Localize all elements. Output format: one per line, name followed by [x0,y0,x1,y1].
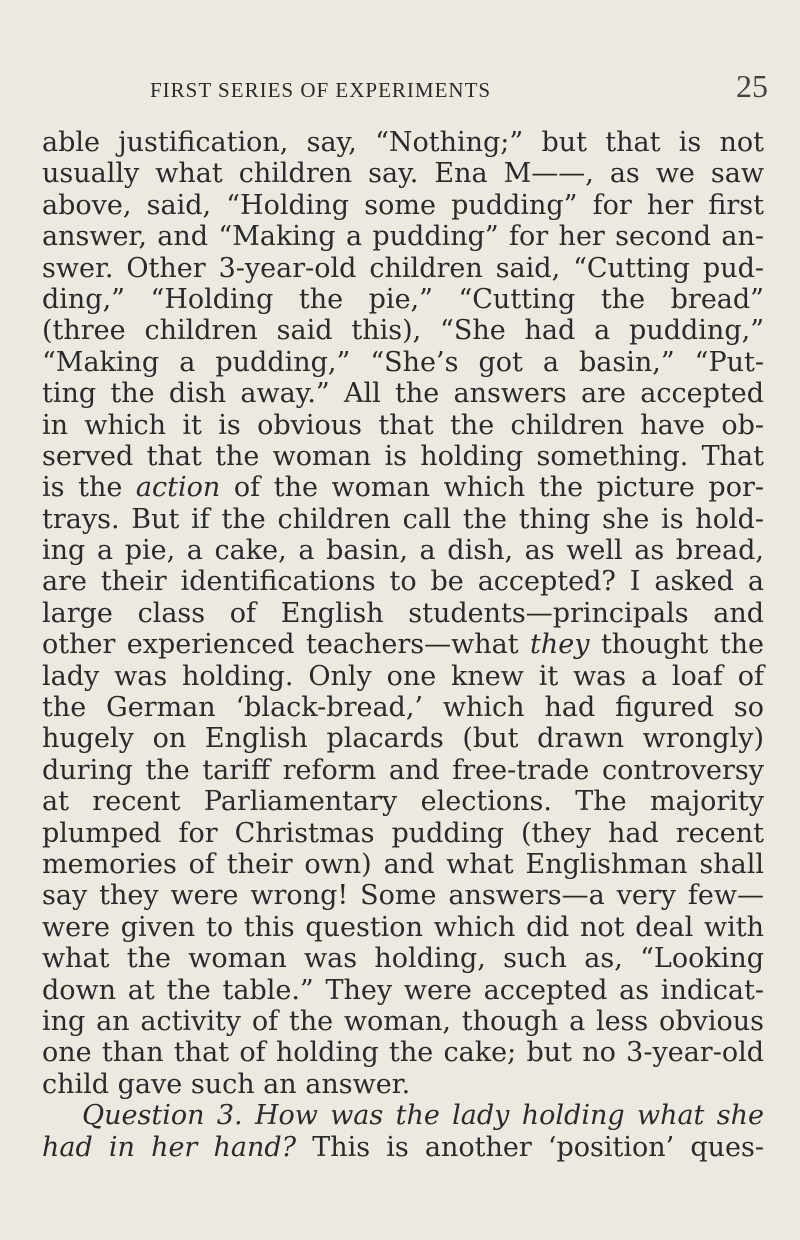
text-line: memories of their own) and what Englishman shall [42,848,764,880]
text-line: down at the table.” They were accepted as indicat- [42,974,764,1006]
text-line: swer. Other 3-year-old children said, “Cutting pud- [42,252,764,284]
text-line: above, said, “Holding some pudding” for her first [42,189,764,221]
text-line: at recent Parliamentary elections. The majority [42,786,764,818]
text-line: what the woman was holding, such as, “Looking [42,943,764,975]
text-line: child gave such an answer. [42,1068,411,1100]
page-number: 25 [736,68,768,104]
text-line: ting the dish away.” All the answers are accepted [42,378,764,410]
text-line: able justification, say, “Nothing;” but that is not [42,127,764,158]
text-line: answer, and “Making a pudding” for her second an- [42,221,764,253]
text-line: “Making a pudding,” “She’s got a basin,” “Put- [42,346,764,378]
text-line: were given to this question which did not deal with [42,911,764,943]
text-line: say they were wrong! Some answers—a very few— [42,880,764,912]
running-title: FIRST SERIES OF EXPERIMENTS [150,78,492,102]
text-line: the German ‘black-bread,’ which had figured so [42,692,764,724]
text-line: hugely on English placards (but drawn wrongly) [42,723,764,755]
text-line: during the tariff reform and free-trade controversy [42,754,764,786]
question-line: Question 3. How was the lady holding what she [82,1100,764,1132]
text-line: lady was holding. Only one knew it was a loaf of [42,660,764,692]
text-line: plumped for Christmas pudding (they had recent [42,817,764,849]
running-head [0,68,800,114]
text-line: are their identifications to be accepted? I asked a [42,566,764,598]
text-line: ing a pie, a cake, a basin, a dish, as well as bread, [42,535,764,567]
text-line: trays. But if the children call the thing she is hold- [42,503,764,535]
text-line: other experienced teachers—what they thought the [42,629,765,661]
text-line: one than that of holding the cake; but no 3-year-old [42,1037,764,1069]
text-line: served that the woman is holding something. That [42,440,764,472]
body-text [42,127,764,1163]
text-line: ding,” “Holding the pie,” “Cutting the bread” [42,283,764,315]
text-line: had in her hand? This is another ‘position’ ques- [42,1131,764,1163]
text-line: is the action of the woman which the picture por- [42,472,764,504]
text-line: usually what children say. Ena M——, as we saw [42,158,764,190]
text-line: large class of English students—principals and [42,597,764,629]
text-line: ing an activity of the woman, though a less obvious [42,1005,764,1037]
text-line: (three children said this), “She had a pudding,” [42,315,764,347]
text-line: in which it is obvious that the children have ob- [42,409,764,441]
